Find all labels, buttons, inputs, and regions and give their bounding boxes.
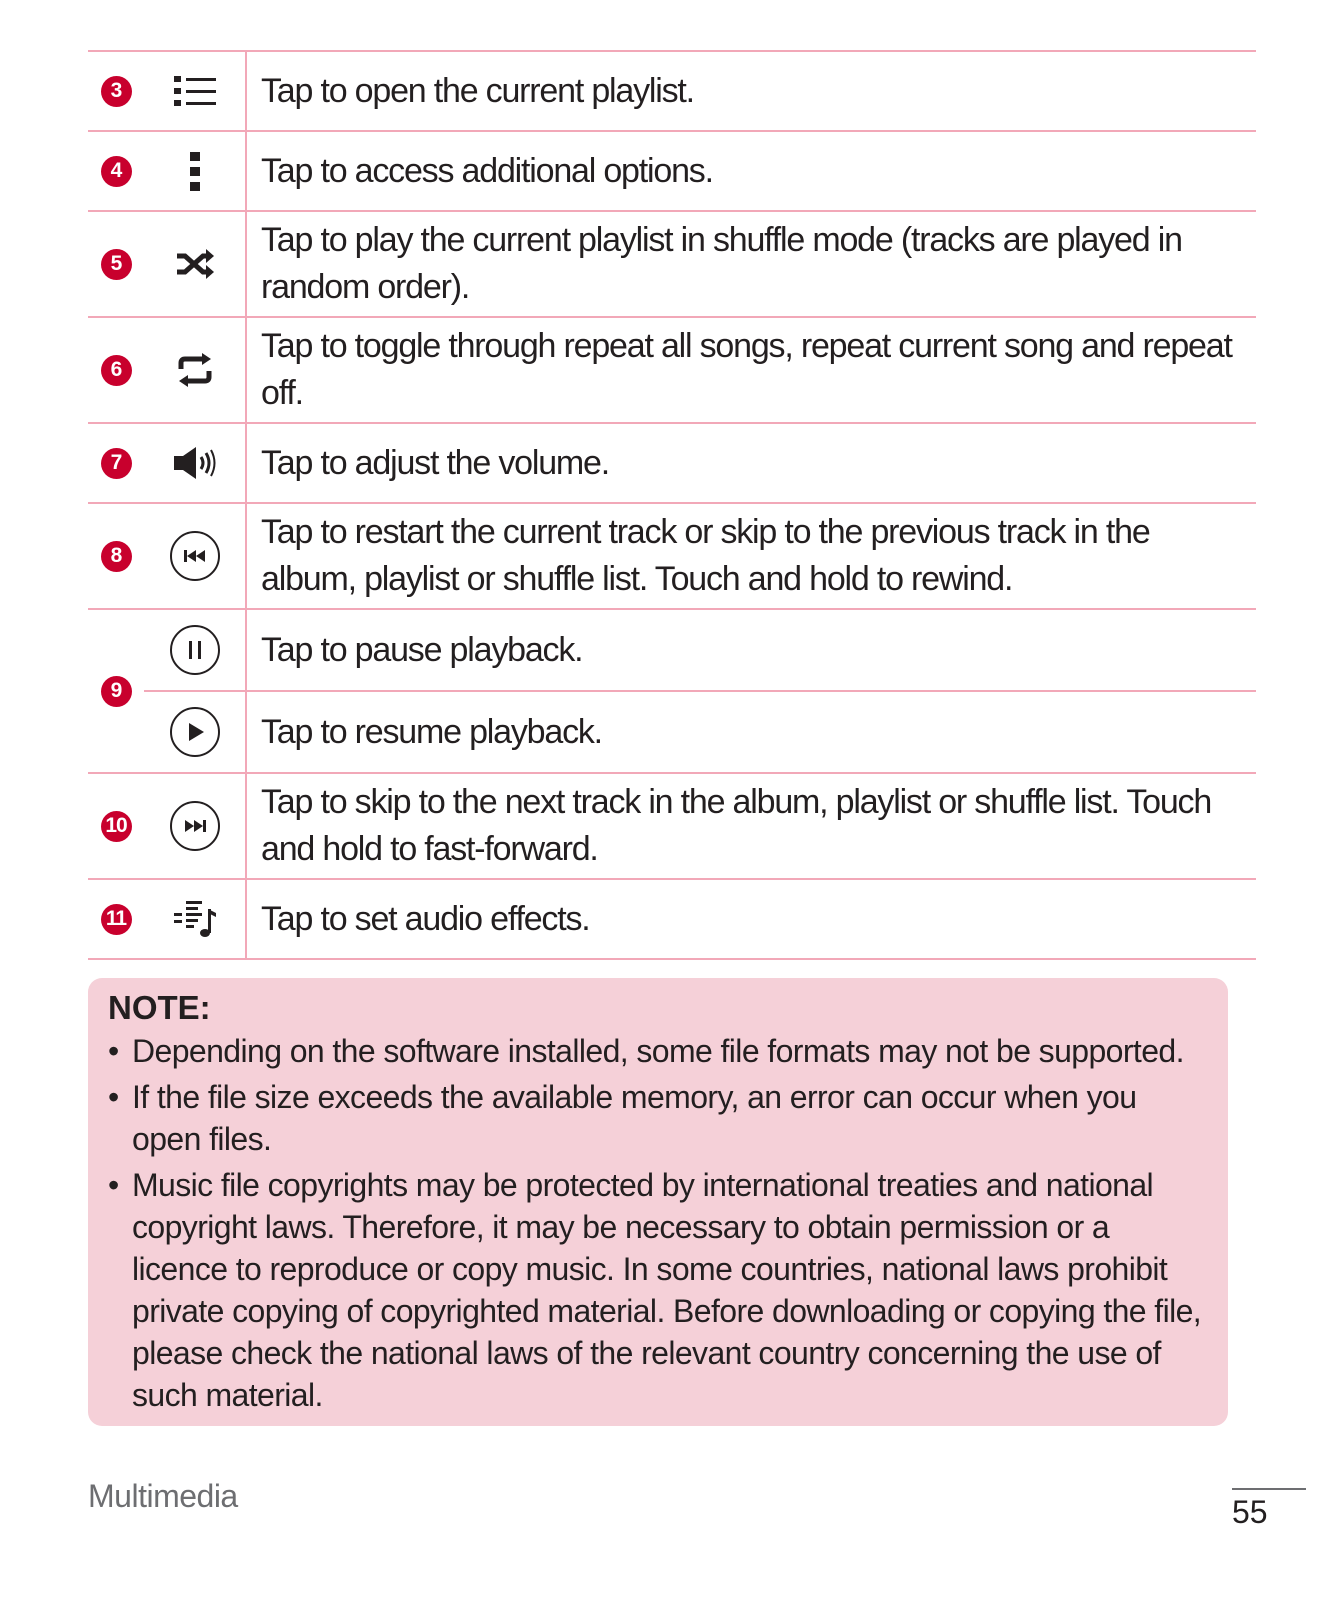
table-row (88, 52, 1256, 132)
table-row (88, 610, 1256, 774)
table-row (88, 504, 1256, 610)
note-list (108, 1030, 1208, 1416)
table-row (88, 424, 1256, 504)
note-item: • Music file copyrights may be protected by international treaties and national copyright laws. Therefore, it may be necessary to obtain permission or a licence to reproduce or copy music. In some countries, national laws prohibit private copying of copyrighted material. Before downloading or copying the file, please check the national laws of the relevant country concerning the use of such material. (108, 1167, 1202, 1413)
page-number-rule (1232, 1488, 1306, 1490)
note-item: • Depending on the software installed, some file formats may not be supported. (108, 1033, 1184, 1069)
number-badge: 5 (101, 249, 132, 280)
row-description: Tap to toggle through repeat all songs, repeat current song and repeat off. (261, 327, 1232, 412)
play-icon (169, 706, 221, 758)
number-badge: 11 (101, 904, 132, 935)
page-number: 55 (1232, 1494, 1268, 1530)
table-row (88, 880, 1256, 960)
table-row (88, 774, 1256, 880)
repeat-icon (175, 353, 215, 387)
audio-effects-icon (172, 899, 218, 939)
note-item-text: Music file copyrights may be protected by international treaties and national copyright laws. Therefore, it may be necessary to obtain permission or a licence to reproduce or copy music. In some countries, national laws prohibit private copying of copyrighted material. Before downloading or copying the file, please check the national laws of the relevant country concerning the use of such material. (132, 1167, 1202, 1413)
row-description: Tap to adjust the volume. (261, 443, 610, 482)
note-item-text: Depending on the software installed, some file formats may not be supported. (132, 1033, 1184, 1069)
volume-icon (172, 445, 218, 481)
row-description: Tap to skip to the next track in the album, playlist or shuffle list. Touch and hold to fast-forward. (261, 783, 1212, 868)
more-options-icon (188, 151, 202, 191)
previous-track-icon (169, 530, 221, 582)
table-row (88, 212, 1256, 318)
row-description: Tap to pause playback. (261, 630, 583, 669)
number-badge: 10 (101, 811, 132, 842)
controls-table (88, 50, 1256, 960)
number-badge: 4 (101, 156, 132, 187)
table-row (88, 318, 1256, 424)
section-name: Multimedia (88, 1478, 238, 1514)
row-description: Tap to resume playback. (261, 712, 602, 751)
row-description: Tap to restart the current track or skip to the previous track in the album, playlist or shuffle list. Touch and hold to rewind. (261, 513, 1150, 598)
sub-row (144, 610, 1256, 692)
number-badge: 6 (101, 355, 132, 386)
number-badge: 7 (101, 448, 132, 479)
row-description: Tap to open the current playlist. (261, 71, 694, 110)
note-title: NOTE: (108, 989, 211, 1026)
row-description: Tap to access additional options. (261, 151, 713, 190)
number-badge: 3 (101, 76, 132, 107)
shuffle-icon (175, 248, 215, 280)
playlist-icon (172, 73, 218, 109)
number-badge: 9 (101, 676, 132, 707)
pause-icon (169, 624, 221, 676)
number-badge: 8 (101, 541, 132, 572)
table-row (88, 132, 1256, 212)
note-item: • If the file size exceeds the available memory, an error can occur when you open files. (108, 1079, 1137, 1157)
row-description: Tap to set audio effects. (261, 899, 590, 938)
note-item-text: If the file size exceeds the available memory, an error can occur when you open files. (132, 1079, 1137, 1157)
sub-row (144, 692, 1256, 772)
note-box (88, 978, 1228, 1426)
next-track-icon (169, 800, 221, 852)
row-description: Tap to play the current playlist in shuffle mode (tracks are played in random order). (261, 221, 1182, 306)
